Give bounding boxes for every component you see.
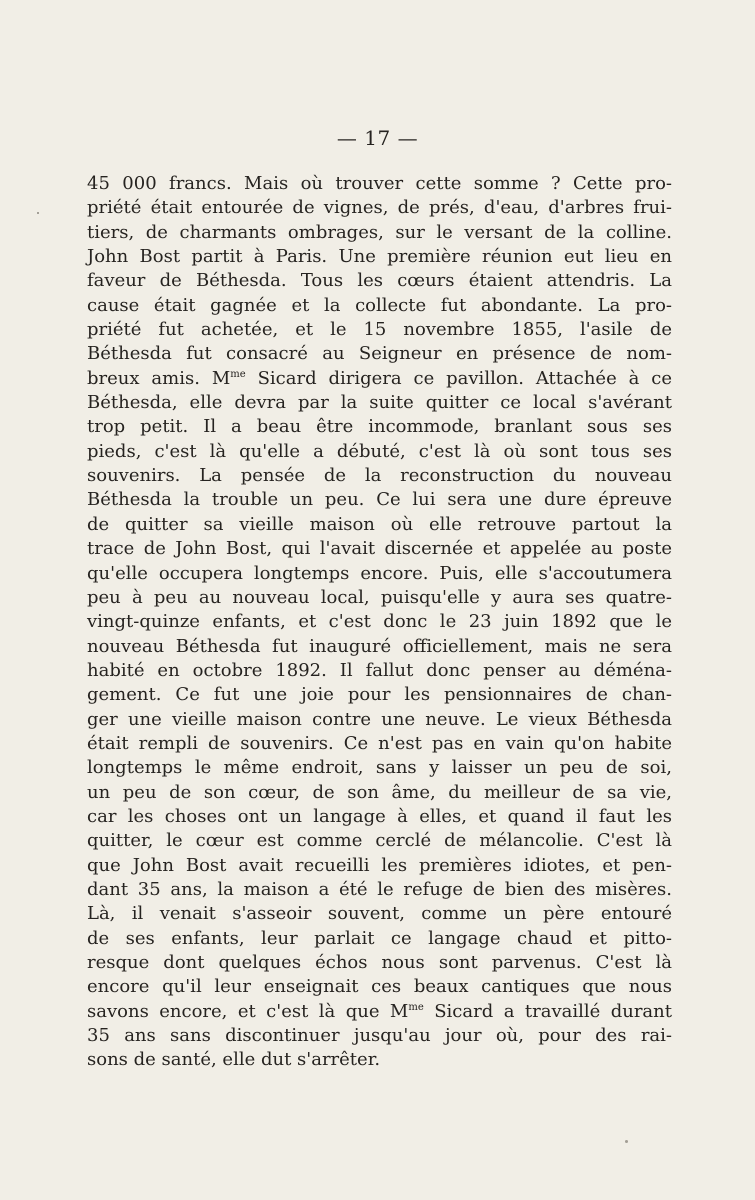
text-line: était rempli de souvenirs. Ce n'est pas en vain qu'on habite: [87, 732, 672, 754]
title-abbrev-superscript: me: [230, 368, 246, 380]
text-line: nouveau Béthesda fut inauguré officiellement, mais ne sera: [87, 635, 672, 657]
text-line: tiers, de charmants ombrages, sur le versant de la colline.: [87, 221, 672, 243]
text-line: ger une vieille maison contre une neuve. Le vieux Béthesda: [87, 708, 672, 730]
text-line: pieds, c'est là qu'elle a débuté, c'est là où sont tous ses: [87, 440, 672, 462]
text-segment: Sicard dirigera ce pavillon. Attachée à ce: [257, 367, 672, 389]
text-line: un peu de son cœur, de son âme, du meilleur de sa vie,: [87, 781, 672, 803]
text-line: sons de santé, elle dut s'arrêter.: [87, 1049, 381, 1071]
text-line: cause était gagnée et la collecte fut abondante. La pro-: [87, 294, 672, 316]
text-line: de quitter sa vieille maison où elle retrouve partout la: [87, 513, 672, 535]
text-line: priété fut achetée, et le 15 novembre 1855, l'asile de: [87, 319, 672, 341]
text-line: trace de John Bost, qui l'avait discernée et appelée au poste: [87, 538, 672, 560]
text-line: 45 000 francs. Mais où trouver cette somme ? Cette pro-: [87, 173, 672, 194]
text-line: Béthesda, elle devra par la suite quitter ce local s'avérant: [87, 392, 672, 414]
paper-speck: [625, 1140, 628, 1143]
text-line: car les choses ont un langage à elles, et quand il faut les: [87, 805, 672, 827]
title-abbreviation: [212, 368, 246, 389]
text-line: quitter, le cœur est comme cerclé de mélancolie. C'est là: [87, 830, 672, 852]
page-number: — 17 —: [336, 126, 419, 150]
text-line: que John Bost avait recueilli les premières idiotes, et pen-: [87, 854, 672, 876]
title-abbrev-base: M: [211, 367, 231, 389]
text-line: dant 35 ans, la maison a été le refuge de bien des misères.: [87, 878, 672, 900]
text-line: gement. Ce fut une joie pour les pensionnaires de chan-: [87, 684, 672, 706]
text-line: peu à peu au nouveau local, puisqu'elle y aura ses quatre-: [87, 586, 672, 608]
text-line: habité en octobre 1892. Il fallut donc penser au déména-: [87, 659, 672, 681]
text-line: faveur de Béthesda. Tous les cœurs étaient attendris. La: [87, 270, 672, 292]
text-segment: Sicard a travaillé durant: [434, 1000, 672, 1022]
text-line: encore qu'il leur enseignait ces beaux cantiques que nous: [87, 976, 672, 998]
text-line: qu'elle occupera longtemps encore. Puis, elle s'accoutumera: [87, 562, 672, 584]
text-line: [87, 1000, 672, 1024]
body-paragraph: [87, 172, 672, 1073]
text-line: Là, il venait s'asseoir souvent, comme un père entouré: [87, 903, 672, 925]
text-line: John Bost partit à Paris. Une première réunion eut lieu en: [87, 246, 672, 268]
text-line: vingt-quinze enfants, et c'est donc le 23 juin 1892 que le: [87, 611, 672, 633]
text-line: de ses enfants, leur parlait ce langage chaud et pitto-: [87, 927, 672, 949]
text-line: longtemps le même endroit, sans y laisser un peu de soi,: [87, 757, 672, 779]
text-line: [87, 367, 672, 391]
text-line: resque dont quelques échos nous sont parvenus. C'est là: [87, 952, 672, 973]
text-line: 35 ans sans discontinuer jusqu'au jour où, pour des rai-: [87, 1025, 672, 1047]
text-line: Béthesda la trouble un peu. Ce lui sera une dure épreuve: [87, 489, 672, 511]
text-line: souvenirs. La pensée de la reconstruction du nouveau: [87, 465, 672, 487]
text-line: Béthesda fut consacré au Seigneur en présence de nom-: [87, 343, 672, 365]
text-line: trop petit. Il a beau être incommode, branlant sous ses: [87, 416, 672, 438]
text-segment: breux amis.: [87, 367, 200, 389]
stray-ink-mark: [37, 212, 39, 214]
title-abbrev-superscript: me: [408, 1001, 424, 1013]
text-segment: savons encore, et c'est là que M: [87, 1000, 409, 1022]
text-line: priété était entourée de vignes, de prés, d'eau, d'arbres frui-: [87, 197, 672, 219]
